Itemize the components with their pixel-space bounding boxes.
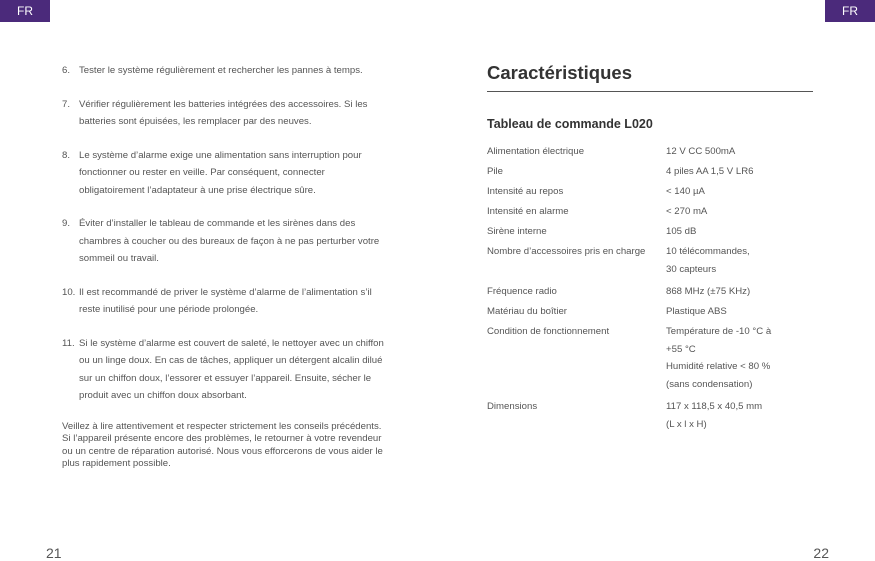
spec-row <box>487 398 813 436</box>
spec-value-line: +55 °C <box>666 343 696 355</box>
list-text: Vérifier régulièrement les batteries intégrées des accessoires. Si les batteries sont épuisées, les remplacer par des neuves. <box>79 98 368 127</box>
list-text: Le système d’alarme exige une alimentation sans interruption pour fonctionner ou rester en veille. Par conséquent, connecter obligatoirement l’adaptateur à une prise électrique sûre. <box>79 149 362 196</box>
page-number-right: 22 <box>813 545 829 561</box>
specifications-section <box>487 60 813 436</box>
list-number: 10. <box>62 286 76 298</box>
spec-label: Pile <box>487 166 503 177</box>
spec-value <box>666 323 813 398</box>
spec-value-line: Humidité relative < 80 % <box>666 361 771 372</box>
spec-row <box>487 183 813 203</box>
maintenance-instructions <box>62 62 392 471</box>
list-text: Il est recommandé de priver le système d’alarme de l’alimentation s’il reste inutilisé pour une période prolongée. <box>79 286 372 315</box>
spec-row <box>487 143 813 163</box>
language-tab-right: FR <box>825 0 875 22</box>
spec-label: Dimensions <box>487 401 538 412</box>
list-number: 11. <box>62 337 75 349</box>
spec-value <box>666 243 813 283</box>
spec-value: < 270 mA <box>666 206 708 217</box>
list-number: 7. <box>62 98 71 110</box>
spec-label: Intensité au repos <box>487 186 564 197</box>
closing-paragraph: Veillez à lire attentivement et respecter strictement les conseils précédents. Si l’appareil présente encore des problèmes, le retourner à votre revendeur ou un centre de réparation autorisé. Nous vous efforcerons de vous aider le plus rapidement possible. <box>62 420 383 469</box>
spec-row <box>487 203 813 223</box>
spec-row <box>487 323 813 398</box>
spec-value-line: 10 télécommandes, <box>666 246 750 257</box>
spec-label: Alimentation électrique <box>487 146 585 157</box>
list-item <box>62 284 392 319</box>
section-title: Caractéristiques <box>487 60 813 92</box>
list-text: Éviter d’installer le tableau de commande et les sirènes dans des chambres à coucher ou des bureaux de façon à ne pas perturber votre sommeil ou travail. <box>79 218 380 264</box>
spec-value-line: (sans condensation) <box>666 378 753 390</box>
spec-row <box>487 223 813 243</box>
list-number: 9. <box>62 218 71 229</box>
spec-value: < 140 µA <box>666 186 705 197</box>
spec-label: Intensité en alarme <box>487 206 569 217</box>
spec-label: Matériau du boîtier <box>487 306 567 317</box>
section-subtitle: Tableau de commande L020 <box>487 117 653 131</box>
spec-value-line: 117 x 118,5 x 40,5 mm <box>666 401 763 412</box>
spec-value-line: 30 capteurs <box>666 263 717 275</box>
spec-value: 4 piles AA 1,5 V LR6 <box>666 166 754 177</box>
list-number: 6. <box>62 65 71 76</box>
list-item <box>62 215 392 268</box>
list-item <box>62 335 392 405</box>
spec-value: Plastique ABS <box>666 306 727 317</box>
spec-value <box>666 398 813 436</box>
spec-table <box>487 143 813 436</box>
spec-value-line: Température de -10 °C à <box>666 326 772 337</box>
spec-label: Fréquence radio <box>487 286 557 297</box>
spec-row <box>487 303 813 323</box>
spec-label: Nombre d’accessoires pris en charge <box>487 246 646 257</box>
list-text: Tester le système régulièrement et rechercher les pannes à temps. <box>79 65 363 76</box>
spec-row <box>487 283 813 303</box>
spec-label: Condition de fonctionnement <box>487 326 610 337</box>
spec-label: Sirène interne <box>487 226 547 237</box>
list-item <box>62 62 392 80</box>
spec-row <box>487 163 813 183</box>
page-number-left: 21 <box>46 545 62 561</box>
spec-row <box>487 243 813 283</box>
list-number: 8. <box>62 149 71 161</box>
list-item <box>62 147 392 200</box>
spec-value: 105 dB <box>666 226 697 237</box>
list-text: Si le système d’alarme est couvert de saleté, le nettoyer avec un chiffon ou un linge doux. En cas de tâches, appliquer un détergent alcalin dilué sur un chiffon doux, l’essorer et essuyer l’appareil. Ensuite, sécher le produit avec un chiffon doux absorbant. <box>79 337 384 401</box>
language-tab-left: FR <box>0 0 50 22</box>
spec-value: 12 V CC 500mA <box>666 146 736 157</box>
spec-value: 868 MHz (±75 KHz) <box>666 286 751 297</box>
list-item <box>62 96 392 131</box>
spec-value-line: (L x l x H) <box>666 418 707 430</box>
